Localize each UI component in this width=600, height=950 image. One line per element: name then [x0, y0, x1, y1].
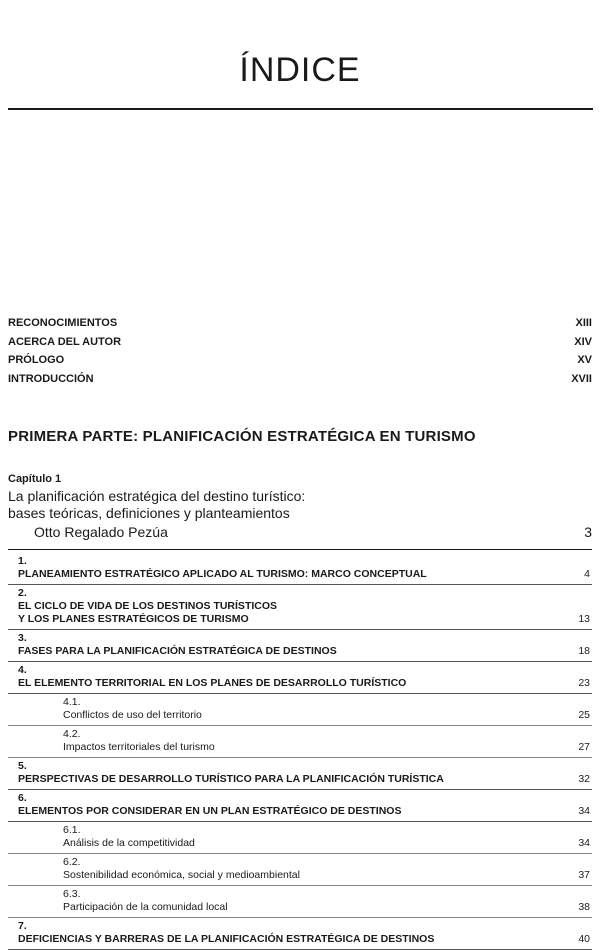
- toc-entry: [8, 790, 592, 822]
- toc-subentry: [8, 822, 592, 854]
- toc-list: [8, 553, 592, 950]
- page-title: ÍNDICE: [239, 50, 361, 89]
- front-matter-label: INTRODUCCIÓN: [8, 372, 94, 385]
- chapter-author: Otto Regalado Pezúa: [34, 524, 168, 540]
- toc-entry: [8, 758, 592, 790]
- toc-entry-label: EL ELEMENTO TERRITORIAL EN LOS PLANES DE DESARROLLO TURÍSTICO: [18, 677, 407, 689]
- toc-entry-number: 4.1.: [63, 696, 81, 708]
- toc-entry-page: 40: [578, 933, 590, 945]
- toc-entry-label: EL CICLO DE VIDA DE LOS DESTINOS TURÍSTICOS: [18, 600, 278, 612]
- front-matter-item-acerca-del-autor: [8, 333, 592, 352]
- toc-entry-number: 3.: [18, 632, 27, 644]
- toc-entry-page: 25: [578, 709, 590, 721]
- chapter-author-row: [8, 524, 592, 541]
- toc-subentry: [8, 694, 592, 726]
- front-matter-page: XIV: [574, 335, 592, 348]
- toc-entry-number: 5.: [18, 760, 27, 772]
- toc-subentry: [8, 886, 592, 918]
- toc-entry-label: Sostenibilidad económica, social y medioambiental: [63, 869, 300, 881]
- front-matter-item-introduccion: [8, 370, 592, 389]
- toc-entry-number: 1.: [18, 555, 27, 567]
- toc-entry-page: 32: [578, 773, 590, 785]
- toc-entry-label: Participación de la comunidad local: [63, 901, 228, 913]
- chapter-title-line: bases teóricas, definiciones y planteamientos: [8, 505, 290, 521]
- front-matter-page: XV: [577, 354, 592, 366]
- chapter-title-line: La planificación estratégica del destino turístico:: [8, 488, 306, 504]
- toc-entry-label: Análisis de la competitividad: [63, 837, 195, 849]
- chapter-title: [8, 488, 592, 522]
- toc-entry: [8, 585, 592, 630]
- toc-entry-label: ELEMENTOS POR CONSIDERAR EN UN PLAN ESTRATÉGICO DE DESTINOS: [18, 805, 402, 817]
- toc-entry: [8, 630, 592, 662]
- front-matter-label: RECONOCIMIENTOS: [8, 317, 118, 329]
- toc-entry-label-continued: Y LOS PLANES ESTRATÉGICOS DE TURISMO: [18, 613, 249, 625]
- toc-entry-page: 34: [578, 805, 590, 817]
- toc-entry-page: 27: [578, 741, 590, 753]
- title-divider: [8, 108, 593, 110]
- toc-subentry: [8, 854, 592, 886]
- toc-entry-page: 23: [578, 677, 590, 689]
- chapter-label: Capítulo 1: [8, 473, 62, 485]
- front-matter-label: ACERCA DEL AUTOR: [8, 335, 122, 348]
- toc-entry-label: FASES PARA LA PLANIFICACIÓN ESTRATÉGICA DE DESTINOS: [18, 645, 337, 657]
- toc-entry-label: DEFICIENCIAS Y BARRERAS DE LA PLANIFICACIÓN ESTRATÉGICA DE DESTINOS: [18, 933, 435, 945]
- toc-entry-number: 6.3.: [63, 888, 81, 900]
- part-heading: PRIMERA PARTE: PLANIFICACIÓN ESTRATÉGICA EN TURISMO: [8, 428, 476, 445]
- front-matter-list: [8, 314, 592, 388]
- toc-entry-page: 4: [584, 568, 590, 580]
- toc-entry-page: 38: [578, 901, 590, 913]
- toc-entry-number: 7.: [18, 920, 27, 932]
- toc-entry-page: 18: [578, 645, 590, 657]
- toc-entry-page: 34: [578, 837, 590, 849]
- toc-entry-label: PLANEAMIENTO ESTRATÉGICO APLICADO AL TURISMO: MARCO CONCEPTUAL: [18, 568, 427, 580]
- toc-entry-number: 6.2.: [63, 856, 81, 868]
- toc-entry: [8, 553, 592, 585]
- chapter-page: 3: [584, 524, 592, 540]
- toc-entry-page: 13: [578, 613, 590, 625]
- toc-entry-number: 4.: [18, 664, 27, 676]
- toc-entry-number: 6.1.: [63, 824, 81, 836]
- front-matter-item-prologo: [8, 351, 592, 370]
- toc-entry-number: 6.: [18, 792, 27, 804]
- toc-entry-label: Impactos territoriales del turismo: [63, 741, 215, 753]
- toc-entry: [8, 662, 592, 694]
- toc-entry-label: PERSPECTIVAS DE DESARROLLO TURÍSTICO PARA LA PLANIFICACIÓN TURÍSTICA: [18, 773, 444, 785]
- front-matter-item-reconocimientos: [8, 314, 592, 333]
- toc-entry-label: Conflictos de uso del territorio: [63, 709, 202, 721]
- toc-entry-number: 2.: [18, 587, 27, 599]
- front-matter-page: XIII: [575, 317, 592, 329]
- toc-subentry: [8, 726, 592, 758]
- toc-entry-page: 37: [578, 869, 590, 881]
- front-matter-label: PRÓLOGO: [8, 354, 65, 366]
- chapter-divider: [8, 549, 592, 550]
- toc-entry-number: 4.2.: [63, 728, 81, 740]
- front-matter-page: XVII: [571, 372, 592, 385]
- toc-entry: [8, 918, 592, 950]
